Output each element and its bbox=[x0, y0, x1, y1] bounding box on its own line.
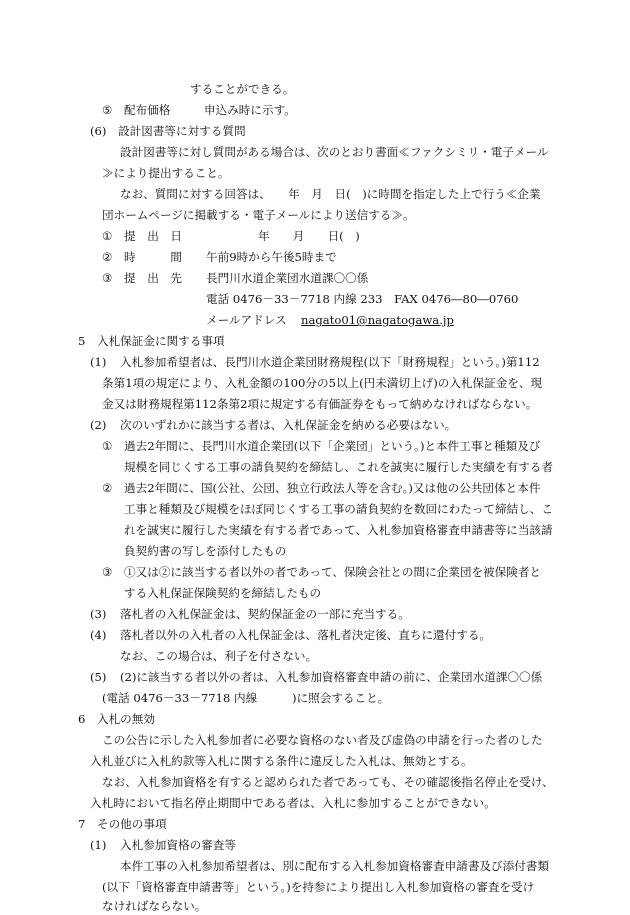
submit-to-value: 長門川水道企業団水道課〇〇係 bbox=[206, 271, 369, 285]
submit-date-value: 年 月 日( ) bbox=[258, 229, 360, 243]
section6-line3: なお、入札参加資格を有すると認められた者であっても、その確認後指名停止を受け、 bbox=[102, 775, 554, 789]
submit-time-label: 時 間 bbox=[124, 250, 182, 264]
distribution-tail: することができる。 bbox=[190, 82, 295, 96]
questions-para2-line1: なお、質問に対する回答は、 年 月 日( )に時間を指定した上で行う≪企業 bbox=[120, 187, 541, 201]
price-item-num: ⑤ bbox=[102, 103, 113, 117]
section6-line1: この公告に示した入札参加者に必要な資格のない者及び虚偽の申請を行った者のした bbox=[102, 733, 543, 747]
exemption-2-num: ② bbox=[102, 481, 113, 495]
section5-sub1-line3: 金又は財務規程第112条第2項に規定する有価証券をもって納めなければならない。 bbox=[102, 397, 538, 411]
exemption-3-num: ③ bbox=[102, 565, 113, 579]
section5-sub1-line1: 入札参加希望者は、長門川水道企業団財務規程(以下「財務規程」という。)第112 bbox=[120, 355, 540, 369]
section5-sub2-text: 次のいずれかに該当する者は、入札保証金を納める必要はない。 bbox=[120, 418, 457, 432]
contact-email-label: メールアドレス bbox=[206, 313, 287, 327]
questions-para1-line1: 設計図書等に対し質問がある場合は、次のとおり書面≪ファクシミリ・電子メール bbox=[120, 145, 549, 159]
section5-sub5-line1: (2)に該当する者以外の者は、入札参加資格審査申請の前に、企業団水道課〇〇係 bbox=[120, 670, 543, 684]
submit-date-label: 提 出 日 bbox=[124, 229, 182, 243]
exemption-2-line2: 工事と種類及び規模をほぼ同じくする工事の請負契約を数回にわたって締結し、こ bbox=[124, 502, 553, 516]
section7-sub1-num: (1) bbox=[90, 838, 107, 852]
exemption-2-line1: 過去2年間に、国(公社、公団、独立行政法人等を含む。)又は他の公共団体と本件 bbox=[124, 481, 541, 495]
exemption-1-line1: 過去2年間に、長門川水道企業団(以下「企業団」という。)と本件工事と種類及び bbox=[124, 439, 541, 453]
questions-para1-line2: ≫により提出すること。 bbox=[102, 166, 230, 180]
section7-sub1-line3: なければならない。 bbox=[102, 899, 207, 913]
section5-sub1-line2: 条第1項の規定により、入札金額の100分の5以上(円未満切上げ)の入札保証金を、現 bbox=[102, 376, 543, 390]
section5-sub5-num: (5) bbox=[90, 670, 107, 684]
section5-sub4-line2: なお、この場合は、利子を付さない。 bbox=[120, 649, 318, 663]
price-item-label: 配布価格 bbox=[124, 103, 171, 117]
submit-to-num: ③ bbox=[102, 271, 113, 285]
submit-date-num: ① bbox=[102, 229, 113, 243]
exemption-2-line4: 負契約書の写しを添付したもの bbox=[124, 544, 287, 558]
section5-sub2-num: (2) bbox=[90, 418, 107, 432]
exemption-3-line2: する入札保証保険契約を締結したもの bbox=[124, 586, 322, 600]
price-item-value: 申込み時に示す。 bbox=[204, 103, 296, 117]
section6-heading: 6 入札の無効 bbox=[78, 712, 155, 726]
contact-email-link[interactable]: nagato01@nagatogawa.jp bbox=[301, 313, 454, 327]
submit-to-label: 提 出 先 bbox=[124, 271, 182, 285]
section6-line4: 入札時において指名停止期間中である者は、入札に参加することができない。 bbox=[90, 796, 496, 810]
section7-sub1-line2: (以下「資格審査申請書等」という。)を持参により提出し入札参加資格の審査を受け bbox=[102, 880, 535, 894]
section5-sub5-line2: (電話 0476－33－7718 内線 )に照会すること。 bbox=[102, 691, 390, 705]
section7-heading: 7 その他の事項 bbox=[78, 817, 167, 831]
questions-heading: (6) 設計図書等に対する質問 bbox=[90, 124, 246, 138]
section5-sub3-num: (3) bbox=[90, 607, 107, 621]
submit-time-value: 午前9時から午後5時まで bbox=[206, 250, 337, 264]
contact-phone: 電話 0476－33－7718 内線 233 FAX 0476―80―0760 bbox=[206, 292, 519, 306]
exemption-1-num: ① bbox=[102, 439, 113, 453]
exemption-3-line1: ①又は②に該当する者以外の者であって、保険会社との間に企業団を被保険者と bbox=[124, 565, 542, 579]
section5-sub4-num: (4) bbox=[90, 628, 107, 642]
section5-heading: 5 入札保証金に関する事項 bbox=[78, 334, 225, 348]
section5-sub4-line1: 落札者以外の入札者の入札保証金は、落札者決定後、直ちに還付する。 bbox=[120, 628, 492, 642]
exemption-1-line2: 規模を同じくする工事の請負契約を締結し、これを誠実に履行した実績を有する者 bbox=[124, 460, 553, 474]
submit-time-num: ② bbox=[102, 250, 113, 264]
section5-sub3-text: 落札者の入札保証金は、契約保証金の一部に充当する。 bbox=[120, 607, 410, 621]
exemption-2-line3: れを誠実に履行した実績を有する者であって、入札参加資格審査申請書等に当該請 bbox=[124, 523, 553, 537]
section7-sub1-line1: 本件工事の入札参加希望者は、別に配布する入札参加資格審査申請書及び添付書類 bbox=[120, 859, 549, 873]
section7-sub1-title: 入札参加資格の審査等 bbox=[120, 838, 236, 852]
questions-para2-line2: 団ホームページに掲載する・電子メールにより送信する≫。 bbox=[102, 208, 415, 222]
section5-sub1-num: (1) bbox=[90, 355, 107, 369]
section6-line2: 入札並びに入札約款等入札に関する条件に違反した入札は、無効とする。 bbox=[90, 754, 473, 768]
